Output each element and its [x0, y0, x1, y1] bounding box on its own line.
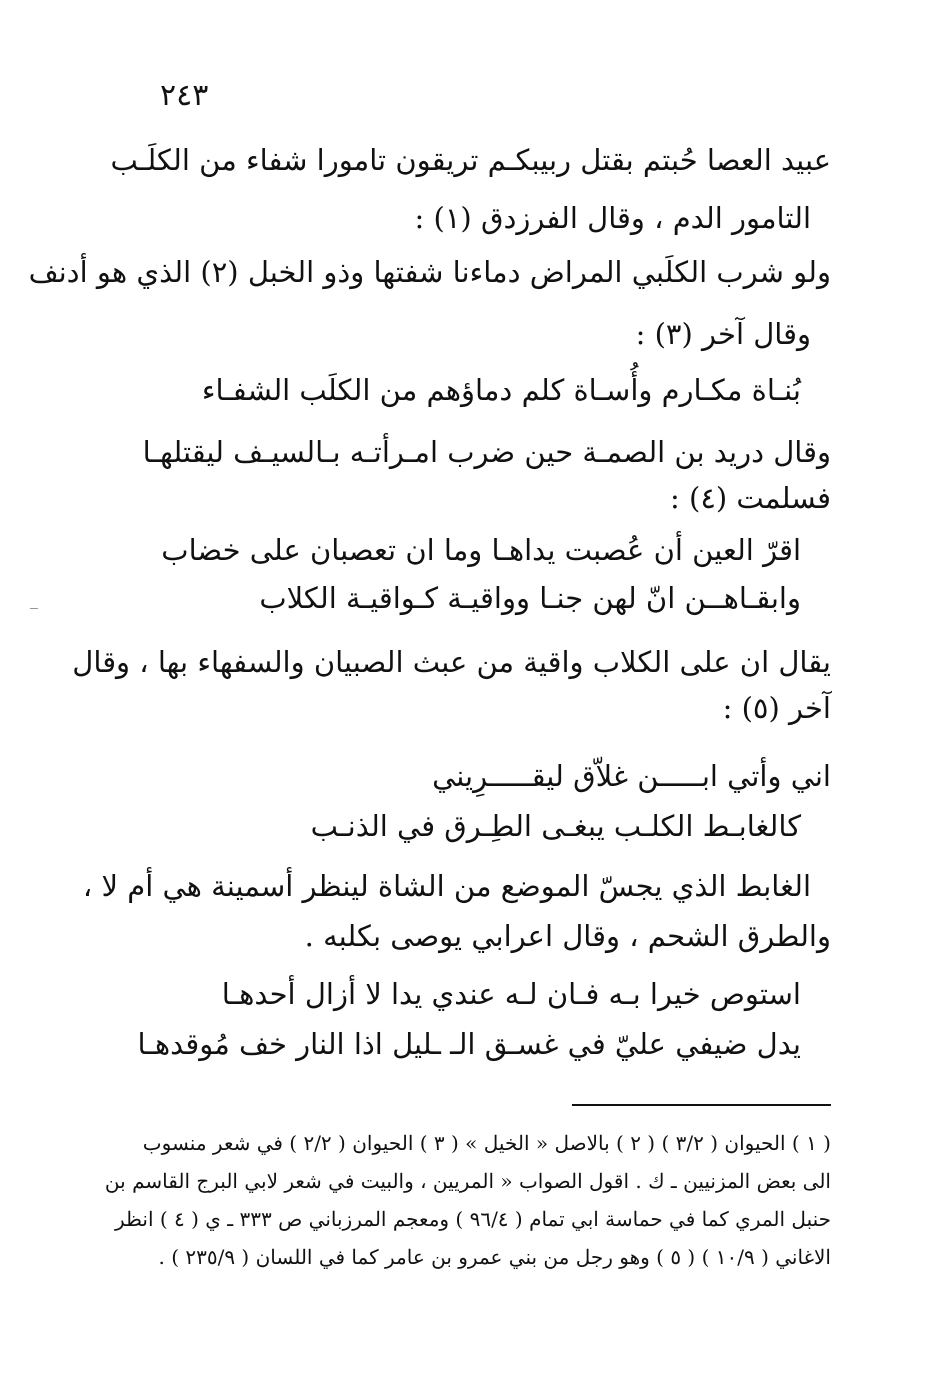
verse-line-4: اقرّ العين أن عُصبت يداهـا وما ان تعصبان على خضاب: [161, 533, 801, 567]
prose-line-6: آخر (٥) :: [722, 691, 831, 725]
verse-line-1: عبيد العصا حُبتم بقتل ربيبكـم تريقون تامورا شفاء من الكلَـب: [110, 143, 831, 177]
prose-line-7: الغابط الذي يجسّ الموضع من الشاة لينظر أسمينة هي أم لا ،: [82, 869, 811, 903]
prose-line-5: يقال ان على الكلاب واقية من عبث الصبيان والسفهاء بها ، وقال: [72, 645, 831, 679]
prose-line-4: فسلمت (٤) :: [670, 481, 831, 515]
verse-line-9: يدل ضيفي عليّ في غسـق الـ ـليل اذا النار خف مُوقدهـا: [137, 1027, 801, 1061]
prose-line-2: وقال آخر (٣) :: [635, 317, 811, 351]
footnote-line-1: ( ١ ) الحيوان ( ٣/٢ ) ( ٢ ) بالاصل « الخيل » ( ٣ ) الحيوان ( ٢/٢ ) في شعر منسوب: [142, 1131, 831, 1155]
prose-line-1: التامور الدم ، وقال الفرزدق (١) :: [414, 201, 811, 235]
verse-line-5: وابقـاهــن انّ لهن جنـا وواقيـة كـواقيـة الكلاب: [259, 581, 801, 615]
prose-line-8: والطرق الشحم ، وقال اعرابي يوصى بكلبه .: [304, 919, 831, 953]
page-number: ٢٤٣: [160, 78, 209, 113]
verse-line-8: استوص خيرا بـه فـان لـه عندي يدا لا أزال أحدهـا: [221, 977, 801, 1011]
verse-line-7: كالغابـط الكلـب يبغـى الطِـرق في الذنـب: [310, 809, 801, 843]
verse-line-2: ولو شرب الكلَبي المراض دماءنا شفتها وذو الخبل (٢) الذي هو أدنف: [28, 255, 831, 289]
footnote-rule: [572, 1104, 831, 1106]
verse-line-6: اني وأتي ابـــــن غلاّق ليقـــــرِيني: [432, 759, 831, 793]
verse-line-3: بُنـاة مكـارم وأُسـاة كلم دماؤهم من الكلَب الشفـاء: [201, 373, 801, 407]
margin-mark: [30, 608, 38, 609]
footnote-line-2: الى بعض المزنيين ـ ك . اقول الصواب « المريين ، والبيت في شعر لابي البرج القاسم بن: [104, 1169, 831, 1193]
footnote-line-3: حنبل المري كما في حماسة ابي تمام ( ٩٦/٤ ) ومعجم المرزباني ص ٣٣٣ ـ ي ( ٤ ) انظر: [114, 1207, 831, 1231]
prose-line-3: وقال دريد بن الصمـة حين ضرب امـرأتـه بـالسيـف ليقتلهـا: [142, 435, 831, 469]
footnote-line-4: الاغاني ( ١٠/٩ ) ( ٥ ) وهو رجل من بني عمرو بن عامر كما في اللسان ( ٢٣٥/٩ ) .: [158, 1245, 831, 1269]
